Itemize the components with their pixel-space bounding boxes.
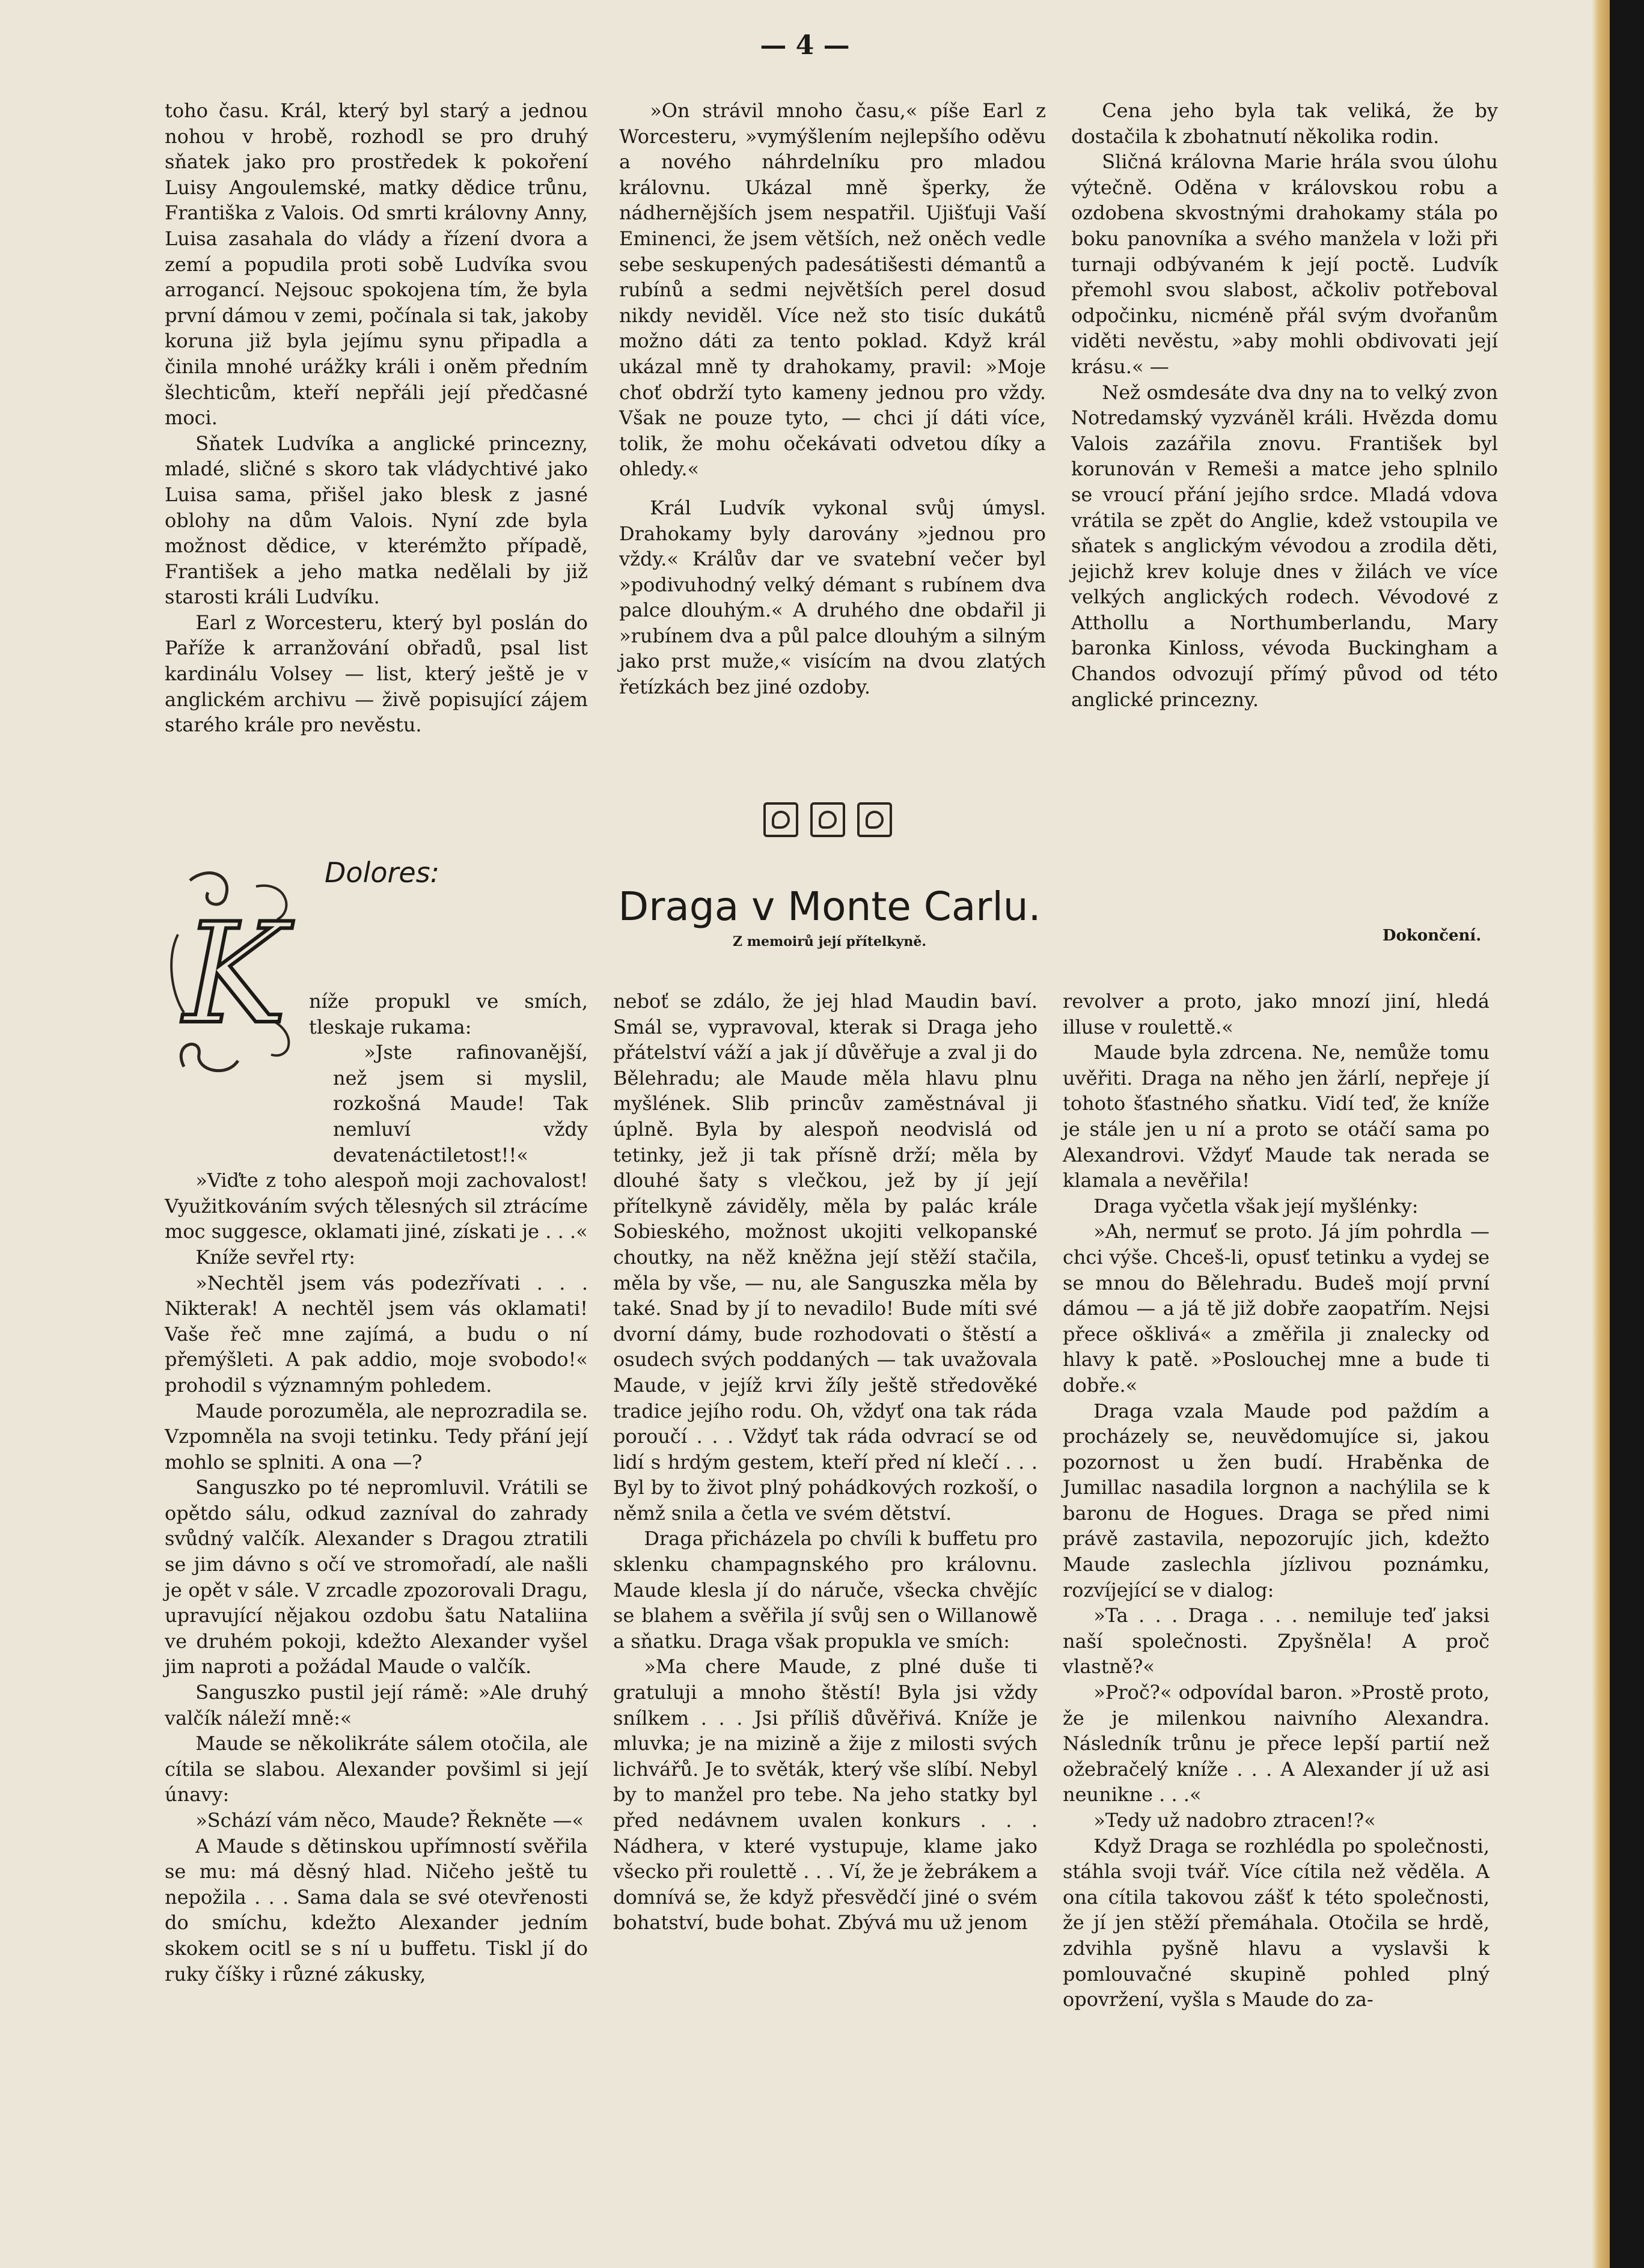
paragraph: Earl z Worcesteru, který byl poslán do Paříže k arranžování obřadů, psal list kardinálu Volsey — list, který ještě je v anglickém archivu — živě popisující zájem starého krále pro nevěstu. <box>165 611 588 737</box>
bottom-article-column-3 <box>1063 989 1490 2013</box>
paragraph: Maude se několikráte sálem otočila, ale cítila se slabou. Alexander povšiml si její únavy: <box>165 1732 588 1806</box>
paragraph: »Nechtěl jsem vás podezřívati . . . Nikterak! A nechtěl jsem vás oklamati! Vaše řeč mne zajímá, a budu o ní přemýšleti. A pak addio, moje svobodo!« prohodil s významným pohledem. <box>165 1271 588 1397</box>
paragraph: Cena jeho byla tak veliká, že by dostačila k zbohatnutí několika rodin. <box>1071 99 1498 148</box>
paragraph: revolver a proto, jako mnozí jiní, hledá illuse v roulettě.« <box>1063 990 1490 1038</box>
paragraph: toho času. Král, který byl starý a jednou nohou v hrobě, rozhodl se pro druhý sňatek jako pro prostředek k pokoření Luisy Angoulemské, matky dědice trůnu, Františka z Valois. Od smrti královny Anny, Luisa zasahala do vlády a řízení dvora a zemí a popudila proti sobě Ludvíka svou arrogancí. Nejsouc spokojena tím, že byla první dámou v zemi, počínala si tak, jakoby koruna již byla jejímu synu připadla a činila mnohé urážky králi i oněm předním šlechticům, kteří nepřáli její předčasné moci. <box>165 99 588 430</box>
paragraph: níže propukl ve smích, tleskaje rukama: <box>309 990 588 1038</box>
paragraph: Sňatek Ludvíka a anglické princezny, mladé, sličné s skoro tak vládychtivé jako Luisa sama, přišel jako blesk z jasné oblohy na dům Valois. Nyní zde byla možnost dědice, v kterémžto případě, František a jeho matka nedělali by již starosti králi Ludvíku. <box>165 431 588 609</box>
top-article-column-3 <box>1071 98 1498 712</box>
bottom-article-column-2 <box>613 989 1037 1936</box>
article-subtitle: Z memoirů její přítelkyně. <box>732 934 926 950</box>
paragraph: »Schází vám něco, Maude? Řekněte —« <box>195 1809 584 1832</box>
paragraph: Draga vzala Maude pod paždím a procházely se, neuvědomujíce si, jakou pozornost u žen budí. Hraběnka de Jumillac nasadila lorgnon a nachýlila se k baronu de Hogues. Draga se před nimi právě zastavila, nepozorujíc jich, kdežto Maude zaslechla jízlivou poznámku, rozvíjející se v dialog: <box>1063 1399 1490 1602</box>
paragraph: »On strávil mnoho času,« píše Earl z Worcesteru, »vymýšlením nejlepšího oděvu a nového náhrdelníku pro mladou královnu. Ukázal mně šperky, že nádhernějších jsem nespatřil. Ujišťuji Vaší Eminenci, že jsem větších, než oněch vedle sebe seskupených padesátišesti démantů a rubínů a sedmi největších perel dosud nikdy neviděl. Více než sto tisíc dukátů možno dáti za tento poklad. Když král ukázal mně ty drahokamy, pravil: »Moje choť obdrží tyto kameny jednou pro vždy. Však ne pouze tyto, — chci jí dáti více, tolik, že mohu očekávati odvetou díky a ohledy.« <box>619 99 1046 481</box>
paragraph: Kníže sevřel rty: <box>195 1245 355 1269</box>
continuation-note: Dokončení. <box>1383 927 1482 945</box>
section-divider-ornaments <box>763 802 896 844</box>
drop-cap-letter: K <box>183 894 287 1055</box>
article-title: Draga v Monte Carlu. <box>618 883 1041 930</box>
top-article-column-2 <box>619 98 1046 700</box>
paragraph: Sličná královna Marie hrála svou úlohu výtečně. Oděna v královskou robu a ozdobena skvostnými drahokamy stála po boku panovníka a svého manžela v loži při turnaji odbývaném k její poctě. Ludvík přemohl svou slabost, ačkoliv potřeboval odpočinku, nicméně přál svým dvořanům viděti nevěstu, »aby mohli obdivovati její krásu.« — <box>1071 150 1498 378</box>
paragraph: Draga vyčetla však její myšlénky: <box>1093 1194 1419 1218</box>
paragraph: »Proč?« odpovídal baron. »Prostě proto, že je milenkou naivního Alexandra. Následník trůnu je přece lepší partií než ožebračelý kníže . . . A Alexander jí už asi neunikne . . .« <box>1063 1681 1490 1806</box>
paragraph: Maude porozuměla, ale neprozradila se. Vzpomněla na svoji tetinku. Tedy přání její mohlo se splniti. A ona —? <box>165 1399 588 1474</box>
paragraph: Král Ludvík vykonal svůj úmysl. Drahokamy byly darovány »jednou pro vždy.« Králův dar ve svatební večer byl »podivuhodný velký démant s rubínem dva palce dlouhým.« A druhého dne obdařil ji »rubínem dva a půl palce dlouhým a silným jako prst muže,« visícím na dvou zlatých řetízkách bez jiné ozdoby. <box>619 496 1046 699</box>
scan-background <box>1610 0 1644 2268</box>
paragraph: Maude byla zdrcena. Ne, nemůže tomu uvěřiti. Draga na něho jen žárlí, nepřeje jí tohoto šťastného sňatku. Vidí teď, že kníže je stále jen u ní a proto se otáčí sama po Alexandrovi. Vždyť Maude tak nerada se klamala a nevěřila! <box>1063 1041 1490 1192</box>
paragraph: »Jste rafinovanější, než jsem si myslil, rozkošná Maude! Tak nemluví vždy devatenáctiletost!!« <box>333 1041 588 1166</box>
page-number: — 4 — <box>760 30 850 61</box>
paragraph: »Ta . . . Draga . . . nemiluje teď jaksi naší společnosti. Zpyšněla! A proč vlastně?« <box>1063 1604 1490 1678</box>
ornament-icon <box>763 802 798 837</box>
paragraph: »Ma chere Maude, z plné duše ti gratuluji a mnoho štěstí! Byla jsi vždy snílkem . . . Jsi příliš důvěřivá. Kníže je mluvka; je na mizině a žije z milosti svých lichvářů. Je to světák, který vše slíbí. Nebyl by to manžel pro tebe. Na jeho statky byl před nedávnem uvalen konkurs . . . Nádhera, v které vystupuje, klame jako všecko při roulettě . . . Ví, že je žebrákem a domnívá se, že když přesvědčí jiné o svém bohatství, bude bohat. Zbývá mu už jenom <box>613 1655 1037 1934</box>
page-edge <box>1592 0 1610 2268</box>
paragraph: »Viďte z toho alespoň moji zachovalost! Využitkováním svých tělesných sil ztrácíme moc suggesce, oklamati jiné, získati je . . .« <box>165 1169 588 1243</box>
bottom-article-column-1 <box>165 989 588 1987</box>
paragraph: A Maude s dětinskou upřímností svěřila se mu: má děsný hlad. Ničeho ještě tu nepožila . . . Sama dala se své otevřenosti do smíchu, kdežto Alexander jedním skokem ocitl se s ní u buffetu. Tiskl jí do ruky číšky i různé zákusky, <box>165 1834 588 1986</box>
paragraph: neboť se zdálo, že jej hlad Maudin baví. Smál se, vypravoval, kterak si Draga jeho přátelství váží a jak jí důvěřuje a zval ji do Bělehradu; ale Maude měla hlavu plnu myšlének. Slib princův zaměstnával ji úplně. Byla by alespoň neodvislá od tetinky, jež ji tak přísně drží; měla by dlouhé šaty s vlečkou, jež by jí její přítelkyně záviděly, měla by palác krále Sobieského, možnost ukojiti velkopanské choutky, na něž kněžna její stěží stačila, měla by vše, — nu, ale Sanguszka měla by také. Snad by jí to nevadilo! Bude míti své dvorní dámy, bude rozhodovati o štěstí a osudech svých poddaných — tak uvažovala Maude, v jejíž krvi žíly ještě středověké tradice jejího rodu. Oh, vždyť ona tak ráda poroučí . . . Vždyť tak ráda odvrací se od lidí s hrdým gestem, kteří před ní klečí . . . Byl by to život plný pohádkových rozkoší, o němž snila a četla ve svém dětství. <box>613 990 1037 1525</box>
top-article-column-1 <box>165 98 588 738</box>
paragraph: »Tedy už nadobro ztracen!?« <box>1093 1809 1376 1832</box>
paragraph: Když Draga se rozhlédla po společnosti, stáhla svoji tvář. Více cítila než věděla. A ona cítila takovou zášť k této společnosti, že jí jen stěží přemáhala. Otočila se hrdě, zdvihla pyšně hlavu a vyslavši k pomlouvačné skupině pohled plný opovržení, vyšla s Maude do za- <box>1063 1834 1490 2011</box>
ornament-icon <box>857 802 892 837</box>
paragraph: Draga přicházela po chvíli k buffetu pro sklenku champagnského pro královnu. Maude klesla jí do náruče, všecka chvějíc se blahem a svěřila jí svůj sen o Willanowě a sňatku. Draga však propukla ve smích: <box>613 1527 1037 1653</box>
article-author: Dolores: <box>325 856 440 889</box>
paragraph: Než osmdesáte dva dny na to velký zvon Notredamský vyzváněl králi. Hvězda domu Valois zazářila znovu. František byl korunován v Remeši a matce jeho splnilo se vroucí přání jejího srdce. Mladá vdova vrátila se zpět do Anglie, kdež vstoupila ve sňatek s anglickým vévodou a zrodila děti, jejichž krev koluje dnes v žilách ve více velkých anglických rodech. Vévodové z Atthollu a Northumberlandu, Mary baronka Kinloss, vévoda Buckingham a Chandos odvozují přímý původ od této anglické princezny. <box>1071 380 1498 711</box>
paragraph: Sanguszko pustil její rámě: »Ale druhý valčík náleží mně:« <box>165 1681 588 1730</box>
ornament-icon <box>810 802 845 837</box>
paragraph: »Ah, nermuť se proto. Já jím pohrdla — chci výše. Chceš-li, opusť tetinku a vydej se se mnou do Bělehradu. Budeš mojí první dámou — a já tě již dobře zaopatřím. Nejsi přece ošklivá« a změřila ji znalecky od hlavy k patě. »Poslouchej mne a bude ti dobře.« <box>1063 1220 1490 1397</box>
paragraph: Sanguszko po té nepromluvil. Vrátili se opětdo sálu, odkud zazníval do zahrady svůdný valčík. Alexander s Dragou ztratili se jim dávno s očí ve stromořadí, ale našli je opět v sále. V zrcadle zpozorovali Dragu, upravující nějakou ozdobu šatu Nataliina ve druhém pokoji, kdežto Alexander vyšel jim naproti a požádal Maude o valčík. <box>165 1476 588 1678</box>
